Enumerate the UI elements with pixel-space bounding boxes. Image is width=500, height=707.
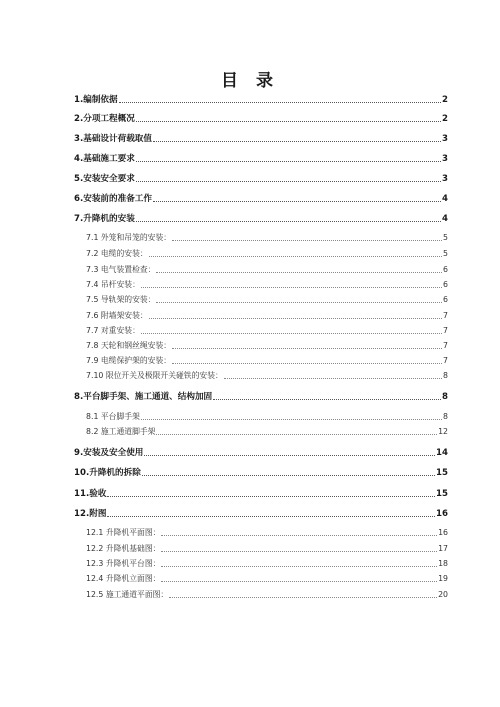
- toc-dot-leader: [161, 534, 437, 536]
- toc-entry-label: 7.4 吊杆安装：: [86, 280, 140, 289]
- toc-entry-page: 20: [438, 590, 448, 599]
- toc-entry-page: 18: [438, 559, 448, 568]
- toc-dot-leader: [119, 101, 441, 103]
- toc-entry-page: 4: [442, 214, 448, 224]
- toc-entry[interactable]: [74, 193, 448, 205]
- toc-entry-label: 7.7 对重安装：: [86, 326, 140, 335]
- toc-dot-leader: [161, 550, 437, 552]
- toc-entry[interactable]: [74, 173, 448, 185]
- toc-entry[interactable]: [86, 310, 448, 322]
- toc-entry-page: 16: [436, 509, 448, 519]
- toc-entry-page: 15: [436, 468, 448, 478]
- toc-entry[interactable]: [74, 447, 448, 459]
- toc-entry[interactable]: [74, 94, 448, 106]
- toc-entry-page: 4: [442, 194, 448, 204]
- toc-entry-label: 12.4 升降机立面图：: [86, 574, 161, 583]
- toc-dot-leader: [153, 200, 441, 202]
- toc-dot-leader: [142, 474, 435, 476]
- toc-entry-page: 7: [443, 341, 448, 350]
- toc-dot-leader: [107, 495, 435, 497]
- toc-dot-leader: [172, 239, 442, 241]
- toc-entry-label: 10.升降机的拆除: [74, 468, 141, 478]
- toc-entry[interactable]: [74, 113, 448, 125]
- toc-entry-page: 12: [438, 427, 448, 436]
- toc-entry[interactable]: [86, 294, 448, 306]
- toc-entry-label: 9.安装及安全使用: [74, 448, 144, 458]
- toc-entry-label: 6.安装前的准备工作: [74, 194, 152, 204]
- toc-entry-page: 3: [442, 174, 448, 184]
- toc-entry-label: 5.安装安全要求: [74, 174, 135, 184]
- toc-dot-leader: [161, 580, 437, 582]
- toc-entry-label: 7.8 天轮和钢丝绳安装：: [86, 341, 172, 350]
- toc-entry[interactable]: [86, 264, 448, 276]
- toc-entry-page: 6: [443, 265, 448, 274]
- toc-entry-page: 3: [442, 154, 448, 164]
- toc-entry-page: 2: [442, 95, 448, 105]
- toc-entry[interactable]: [86, 589, 448, 601]
- toc-dot-leader: [136, 160, 441, 162]
- toc-entry[interactable]: [74, 488, 448, 500]
- toc-entry-label: 8.1 平台脚手架: [86, 412, 140, 421]
- toc-entry-label: 8.2 施工通道脚手架: [86, 427, 156, 436]
- toc-dot-leader: [141, 418, 442, 420]
- toc-entry[interactable]: [86, 527, 448, 539]
- toc-entry-page: 17: [438, 544, 448, 553]
- toc-entry[interactable]: [86, 325, 448, 337]
- toc-entry-label: 12.2 升降机基础图：: [86, 544, 161, 553]
- toc-entry[interactable]: [74, 391, 448, 403]
- toc-entry-label: 12.附图: [74, 509, 107, 519]
- toc-entry-label: 7.10 限位开关及极限开关碰铁的安装：: [86, 371, 223, 380]
- toc-entry-label: 8.平台脚手架、施工通道、结构加固: [74, 392, 213, 402]
- toc-entry-page: 19: [438, 574, 448, 583]
- toc-entry[interactable]: [86, 573, 448, 585]
- toc-entry-label: 2.分项工程概况: [74, 114, 135, 124]
- toc-entry-page: 8: [443, 371, 448, 380]
- toc-entry-label: 12.5 施工通道平面图：: [86, 590, 169, 599]
- toc-entry-label: 1.编制依据: [74, 95, 118, 105]
- toc-entry-label: 12.3 升降机平台图：: [86, 559, 161, 568]
- toc-entry-page: 6: [443, 295, 448, 304]
- toc-entry-label: 7.2 电缆的安装：: [86, 249, 148, 258]
- toc-dot-leader: [153, 140, 441, 142]
- toc-entry[interactable]: [86, 370, 448, 382]
- toc-entry-page: 3: [442, 134, 448, 144]
- toc-entry[interactable]: [86, 426, 448, 438]
- toc-entry[interactable]: [86, 411, 448, 423]
- toc-dot-leader: [172, 362, 442, 364]
- toc-dot-leader: [149, 317, 442, 319]
- toc-entry[interactable]: [74, 508, 448, 520]
- toc-entry-label: 4.基础施工要求: [74, 154, 135, 164]
- toc-entry[interactable]: [86, 279, 448, 291]
- toc-entry-page: 5: [443, 249, 448, 258]
- toc-dot-leader: [161, 565, 437, 567]
- toc-dot-leader: [172, 347, 442, 349]
- toc-entry[interactable]: [74, 133, 448, 145]
- toc-entry-label: 11.验收: [74, 489, 107, 499]
- toc-dot-leader: [107, 515, 435, 517]
- toc-entry[interactable]: [86, 340, 448, 352]
- toc-entry-label: 7.9 电缆保护架的安装：: [86, 356, 172, 365]
- toc-entry-label: 7.5 导轨架的安装：: [86, 295, 156, 304]
- toc-dot-leader: [224, 377, 442, 379]
- toc-entry-page: 7: [443, 311, 448, 320]
- toc-entry-label: 7.升降机的安装: [74, 214, 135, 224]
- toc-dot-leader: [141, 286, 442, 288]
- toc-dot-leader: [156, 271, 442, 273]
- toc-entry[interactable]: [74, 153, 448, 165]
- toc-entry-page: 7: [443, 326, 448, 335]
- toc-entry-page: 14: [436, 448, 448, 458]
- toc-dot-leader: [136, 220, 441, 222]
- toc-entry-label: 7.6 附墙架安装：: [86, 311, 148, 320]
- toc-entry-page: 16: [438, 528, 448, 537]
- toc-entry-page: 2: [442, 114, 448, 124]
- toc-dot-leader: [136, 180, 441, 182]
- toc-entry[interactable]: [86, 248, 448, 260]
- toc-entry-page: 6: [443, 280, 448, 289]
- toc-entry-label: 12.1 升降机平面图：: [86, 528, 161, 537]
- toc-dot-leader: [169, 596, 437, 598]
- toc-entry[interactable]: [86, 355, 448, 367]
- toc-dot-leader: [213, 398, 441, 400]
- toc-dot-leader: [136, 120, 441, 122]
- toc-entry[interactable]: [74, 467, 448, 479]
- toc-dot-leader: [144, 454, 435, 456]
- toc-entry[interactable]: [86, 558, 448, 570]
- toc-entry[interactable]: [86, 232, 448, 244]
- toc-entry[interactable]: [74, 213, 448, 225]
- toc-dot-leader: [156, 433, 437, 435]
- toc-dot-leader: [149, 255, 442, 257]
- toc-entry[interactable]: [86, 543, 448, 555]
- toc-entry-page: 8: [442, 392, 448, 402]
- toc-entry-page: 8: [443, 412, 448, 421]
- page-title: 目 录: [221, 71, 279, 91]
- toc-entry-page: 5: [443, 233, 448, 242]
- toc-entry-label: 7.1 外笼和吊笼的安装：: [86, 233, 172, 242]
- toc-entry-label: 7.3 电气装置检查：: [86, 265, 156, 274]
- toc-dot-leader: [156, 301, 442, 303]
- toc-entry-label: 3.基础设计荷载取值: [74, 134, 152, 144]
- toc-dot-leader: [141, 332, 442, 334]
- toc-entry-page: 15: [436, 489, 448, 499]
- toc-entry-page: 7: [443, 356, 448, 365]
